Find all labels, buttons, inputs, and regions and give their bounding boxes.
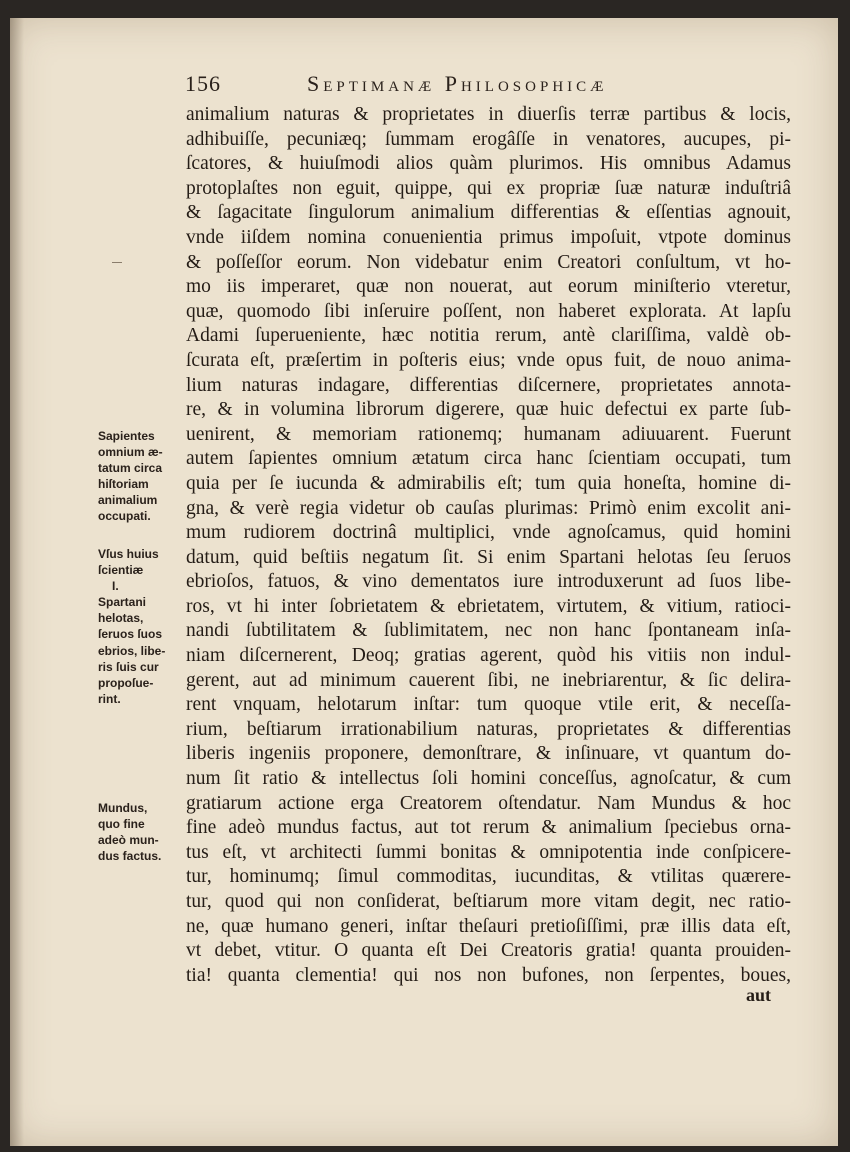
main-text-block [186,103,791,988]
running-head: Septimanæ Philosophicæ [307,71,608,96]
text-line: & poſſeſſor eorum. Non videbatur enim Creatori conſultum, vt ho- [186,251,791,273]
text-line: mum rudiorem doctrinâ multiplici, vnde agnoſcamus, quid homini [186,522,791,544]
page-header [185,71,780,101]
text-line: ſcurata eſt, præſertim in poſteris eius; vnde opus fuit, de nouo anima- [186,349,791,371]
page-binding-shadow [10,18,24,1146]
text-line: protoplaſtes non eguit, quippe, qui ex propriæ ſuæ naturæ induſtriâ [186,177,791,199]
side-note-line: ebrios, libe- [98,643,166,658]
text-line: quia per ſe iucunda & admirabilis eſt; tum quia honeſta, homine di- [186,472,791,494]
side-note-line: occupati. [98,509,151,524]
side-note-line: Spartani [98,595,147,610]
side-note-line: ris ſuis cur [98,659,159,674]
side-note-line: I. [112,579,119,594]
text-line: ebrioſos, fatuos, & vino dementatos iure introduxerunt ad ſuos libe- [186,571,791,593]
side-note-line: animalium [98,493,158,508]
text-line: & ſagacitate ſingulorum animalium differentias & eſſentias agnouit, [186,202,791,224]
text-line: niam diſcernerent, Deoq; gratias agerent, quòd his vitiis non indul- [186,645,791,667]
side-note-line: Sapientes [98,429,155,443]
side-note-line: hiſtoriam [98,477,149,492]
side-note-sapientes [98,428,184,525]
side-note-line: helotas, [98,611,144,626]
text-line: liberis ingeniis proponere, demonſtrare, & inſinuare, vt quantum do- [186,743,791,765]
text-line: num ſit ratio & intellectus ſoli homini conceſſus, agnoſcatur, & cum [186,768,791,790]
text-line: quæ, quomodo ſibi inſeruire poſſent, non haberet explorata. At lapſu [186,300,791,322]
side-note-line: quo fine [98,817,145,832]
side-note-line: ſcientiæ [98,563,144,578]
side-note-line: omnium æ- [98,445,163,460]
text-line: fine adeò mundus factus, aut tot rerum & animalium ſpeciebus orna- [186,817,791,839]
text-line: nandi ſubtilitatem & ſublimitatem, nec non hanc ſpontaneam inſa- [186,620,791,642]
side-note-line: propoſue- [98,675,154,690]
text-line: animalium naturas & proprietates in diuerſis terræ partibus & locis, [186,104,791,125]
text-line: tur, hominumq; ſimul commoditas, iucunditas, & vtilitas quærere- [186,866,791,888]
text-line: gratiarum actione erga Creatorem oſtendatur. Nam Mundus & hoc [186,792,791,814]
text-line: rent vnquam, helotarum inſtar: tum quoque vtile erit, & neceſſa- [186,694,791,716]
text-line: tur, quod qui non conſiderat, beſtiarum more vitam degit, nec ratio- [186,891,791,912]
text-line: gna, & verè regia videtur ob cauſas plurimas: Primò enim excolit ani- [186,497,791,519]
side-note-line: tatum circa [98,461,163,476]
side-note-usus [98,546,184,707]
text-line: tus eſt, vt architecti ſummi bonitas & omnipotentia inde conſpicere- [186,841,791,863]
text-line: ne, quæ humano generi, inſtar theſauri pretioſiſſimi, præ illis data eſt, [186,915,791,937]
text-line: uenirent, & memoriam rationemq; humanam adiuuarent. Fuerunt [186,423,791,445]
catchword: aut [746,985,772,1005]
text-line: vnde iiſdem nomina conuenientia primus impoſuit, vtpote dominus [186,226,791,248]
side-note-line: dus factus. [98,849,162,864]
text-line: Adami ſuperueniente, hæc notitia rerum, antè clariſſima, valdè ob- [186,325,791,347]
text-line: lium naturas indagare, differentias diſcernere, proprietates annota- [186,374,791,396]
side-note-line: Mundus, [98,801,148,815]
text-line: autem ſapientes omnium ætatum circa hanc ſcientiam occupati, tum [186,448,791,470]
text-line: adhibuiſſe, pecuniæq; ſummam erogâſſe in venatores, aucupes, pi- [186,128,791,150]
side-note-mundus [98,800,184,864]
text-line: ſcatores, & huiuſmodi alios quàm plurimos. His omnibus Adamus [186,153,791,175]
text-line: datum, quid beſtiis negatum ſit. Si enim Spartani helotas ſeu ſeruos [186,546,791,568]
page-number: 156 [185,71,221,96]
text-line: re, & in volumina librorum digerere, quæ huic defectui ex parte ſub- [186,399,791,421]
side-note-line: adeò mun- [98,833,159,848]
side-note-line: rint. [98,691,121,706]
text-line: gerent, aut ad minimum cauerent ſibi, ne inebriarentur, & ſic delira- [186,669,791,691]
side-note-line: Vſus huius [98,547,159,561]
margin-dash-mark [112,262,122,263]
text-line: ros, vt hi inter ſobrietatem & ebrietatem, virtutem, & vitium, ratioci- [186,595,791,617]
text-line: vt debet, vtitur. O quanta eſt Dei Creatoris gratia! quanta prouiden- [186,940,791,962]
text-line: mo iis imperaret, quæ non nouerat, aut eorum miniſterio vteretur, [186,276,791,298]
text-line: rium, beſtiarum irrationabilium naturas, proprietates & differentias [186,718,791,740]
side-note-line: ſeruos ſuos [98,627,163,642]
text-line: tia! quanta clementia! qui nos non bufones, non ſerpentes, boues, [186,964,791,986]
